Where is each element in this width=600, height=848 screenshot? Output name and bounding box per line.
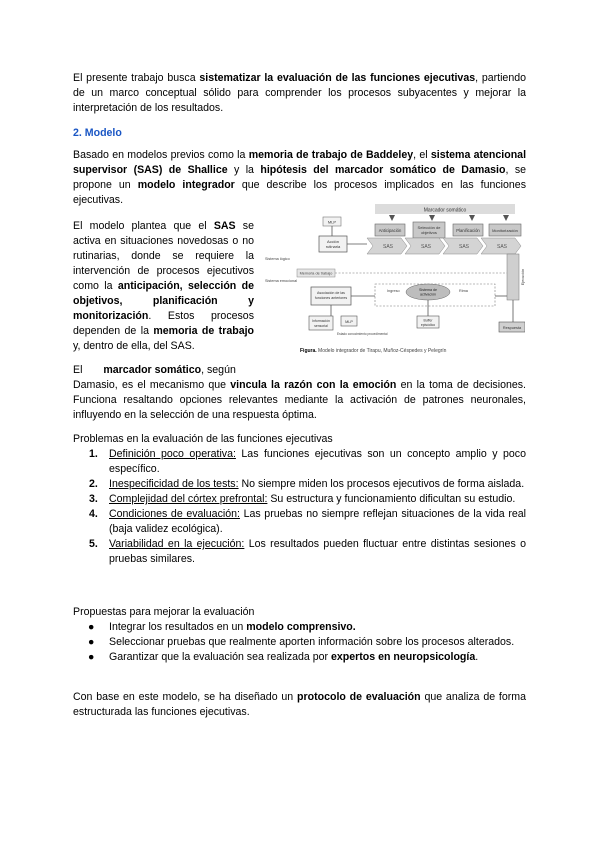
- side-label-logic: Sistema lógico: [265, 257, 290, 261]
- action-label-2: rutinaria: [325, 244, 341, 249]
- bold-text: memoria de trabajo: [153, 325, 254, 337]
- problem-text: Las funciones ejecutivas son un concepto amplio y poco específico.: [109, 448, 526, 475]
- bold-text: modelo integrador: [137, 179, 235, 191]
- text: El: [73, 364, 86, 376]
- marker-band-label: Marcador somático: [423, 207, 467, 214]
- activation-label-2: activación: [420, 292, 436, 297]
- intro-bold: sistematizar la evaluación de las funciones ejecutivas: [199, 72, 476, 84]
- mlp-top-label: MLP: [327, 219, 337, 225]
- activation-label: Sistema de: [419, 288, 437, 292]
- sensory-label-2: sensorial: [314, 324, 328, 328]
- list-number: 3.: [89, 493, 98, 505]
- ingress-label: Ingreso: [387, 289, 400, 293]
- procedural-label: Estado conocimiento procedimental: [337, 332, 388, 336]
- intro-text: , partiendo de un marco conceptual sólido para comprender los procesos subyacentes y mejorar la interpretación de los resultados.: [73, 72, 526, 114]
- bold-text: anticipación, selección de objetivos, planificación y monitorización: [73, 280, 254, 322]
- execution-bar: [507, 254, 519, 300]
- sas-label: SAS: [458, 244, 470, 250]
- text: y, dentro de ella, del SAS.: [73, 340, 195, 352]
- text: que describe los procesos implicados en las funciones ejecutivas.: [73, 179, 526, 206]
- bullet-icon: ●: [88, 651, 95, 663]
- proposals-title: Propuestas para mejorar la evaluación: [73, 606, 255, 618]
- figure-caption: [300, 348, 446, 354]
- text: El modelo plantea que el: [73, 220, 214, 232]
- text: , se propone un: [73, 164, 527, 191]
- text: Integrar los resultados en un: [109, 621, 247, 633]
- monitoring-label: Monitorización: [492, 228, 518, 233]
- anticipation-label: Anticipación: [378, 228, 402, 233]
- list-number: 4.: [89, 508, 98, 520]
- bold-text: SAS: [213, 220, 236, 232]
- planning-label: Planificación: [456, 228, 480, 233]
- bold-text: memoria de trabajo de Baddeley: [248, 149, 414, 161]
- text: que analiza de forma estructurada las funciones ejecutivas.: [73, 691, 526, 718]
- text: .: [475, 651, 479, 663]
- text: Basado en modelos previos como la: [73, 149, 249, 161]
- buffer-label-2: episódico: [420, 323, 436, 327]
- marker-paragraph-body: [73, 378, 526, 423]
- association-label-2: funciones anteriores: [314, 296, 348, 300]
- response-label: Respuesta: [502, 326, 522, 330]
- action-label: Acción: [326, 239, 340, 244]
- mlp-bottom-label: MLP: [345, 320, 353, 324]
- list-item: [73, 537, 526, 567]
- text: , según: [201, 364, 236, 376]
- bullet-icon: ●: [88, 621, 95, 633]
- problem-label: Complejidad del córtex prefrontal:: [109, 493, 268, 505]
- rhyme-label: Rima: [459, 289, 468, 293]
- problems-list: [73, 447, 526, 567]
- list-item: [73, 507, 526, 537]
- section-heading: 2. Modelo: [73, 127, 122, 139]
- intro-text: El presente trabajo busca: [73, 72, 200, 84]
- intro-paragraph: [73, 71, 526, 116]
- list-number: 5.: [89, 538, 98, 550]
- problem-label: Condiciones de evaluación:: [109, 508, 240, 520]
- problem-label: Variabilidad en la ejecución:: [109, 538, 245, 550]
- conclusion-paragraph: [73, 690, 526, 720]
- list-number: 1.: [89, 448, 98, 460]
- problems-title: Problemas en la evaluación de las funciones ejecutivas: [73, 433, 333, 445]
- model-figure: [263, 198, 525, 358]
- buffer-label: Buffer: [423, 318, 433, 323]
- execution-label: Ejecución: [521, 268, 525, 286]
- selection-label-2: objetivos: [421, 230, 437, 235]
- list-item: [73, 650, 526, 665]
- problem-text: Su estructura y funcionamiento dificultan su estudio.: [267, 493, 516, 505]
- problem-text: Las pruebas no siempre reflejan situaciones de la vida real (baja validez ecológica).: [109, 508, 526, 535]
- sas-label: SAS: [496, 244, 508, 250]
- text: Seleccionar pruebas que realmente aporten información sobre los procesos alterados.: [109, 636, 515, 648]
- bold-text: modelo comprensivo.: [246, 621, 356, 633]
- problem-label: Inespecificidad de los tests:: [109, 478, 239, 490]
- list-item: [73, 477, 526, 492]
- text: , el: [413, 149, 431, 161]
- text: Damasio, es el mecanismo que: [73, 379, 231, 391]
- text: . Estos procesos dependen de la: [73, 310, 254, 337]
- problem-label: Definición poco operativa:: [109, 448, 236, 460]
- caption-text: Modelo integrador de Tirapu, Muñoz-Céspedes y Pelegrín: [316, 348, 447, 354]
- caption-label: Figura.: [300, 348, 317, 354]
- marker-lead: [73, 363, 254, 378]
- problem-text: No siempre miden los procesos ejecutivos de forma aislada.: [238, 478, 525, 490]
- list-item: [73, 447, 526, 477]
- text: Garantizar que la evaluación sea realizada por: [109, 651, 332, 663]
- sensory-label: Información: [312, 319, 330, 323]
- text: en la toma de decisiones. Funciona resaltando opciones relevantes mediante la activación de patrones neuronales, influyendo en la selección de una respuesta óptima.: [73, 379, 526, 421]
- bold-text: expertos en neuropsicología: [331, 651, 476, 663]
- bold-text: hipótesis del marcador somático de Damasio: [260, 164, 506, 176]
- bold-text: marcador somático: [103, 364, 202, 376]
- integration-band-label: Memoria de trabajo: [299, 271, 333, 276]
- text: y la: [227, 164, 261, 176]
- text: Con base en este modelo, se ha diseñado un: [73, 691, 298, 703]
- model-diagram: [263, 198, 525, 348]
- sas-paragraph: [73, 219, 254, 354]
- proposals-list: [73, 620, 526, 665]
- problem-text: Los resultados pueden fluctuar entre distintas sesiones o pruebas similares.: [109, 538, 526, 565]
- side-label-emotion: Sistema emocional: [265, 279, 298, 283]
- selection-label: Selección de: [417, 225, 441, 230]
- sas-label: SAS: [382, 244, 394, 250]
- list-number: 2.: [89, 478, 98, 490]
- association-label: Asociación de las: [317, 291, 345, 295]
- bold-text: vincula la razón con la emoción: [230, 379, 397, 391]
- list-item: [73, 492, 526, 507]
- list-item: [73, 620, 526, 635]
- bullet-icon: ●: [88, 636, 95, 648]
- list-item: [73, 635, 526, 650]
- bold-text: protocolo de evaluación: [297, 691, 421, 703]
- text: se activa en situaciones novedosas o no rutinarias, donde se requiere la intervención de procesos ejecutivos como la: [73, 220, 254, 292]
- bold-text: sistema atencional supervisor (SAS) de Shallice: [73, 149, 527, 176]
- sas-label: SAS: [420, 244, 432, 250]
